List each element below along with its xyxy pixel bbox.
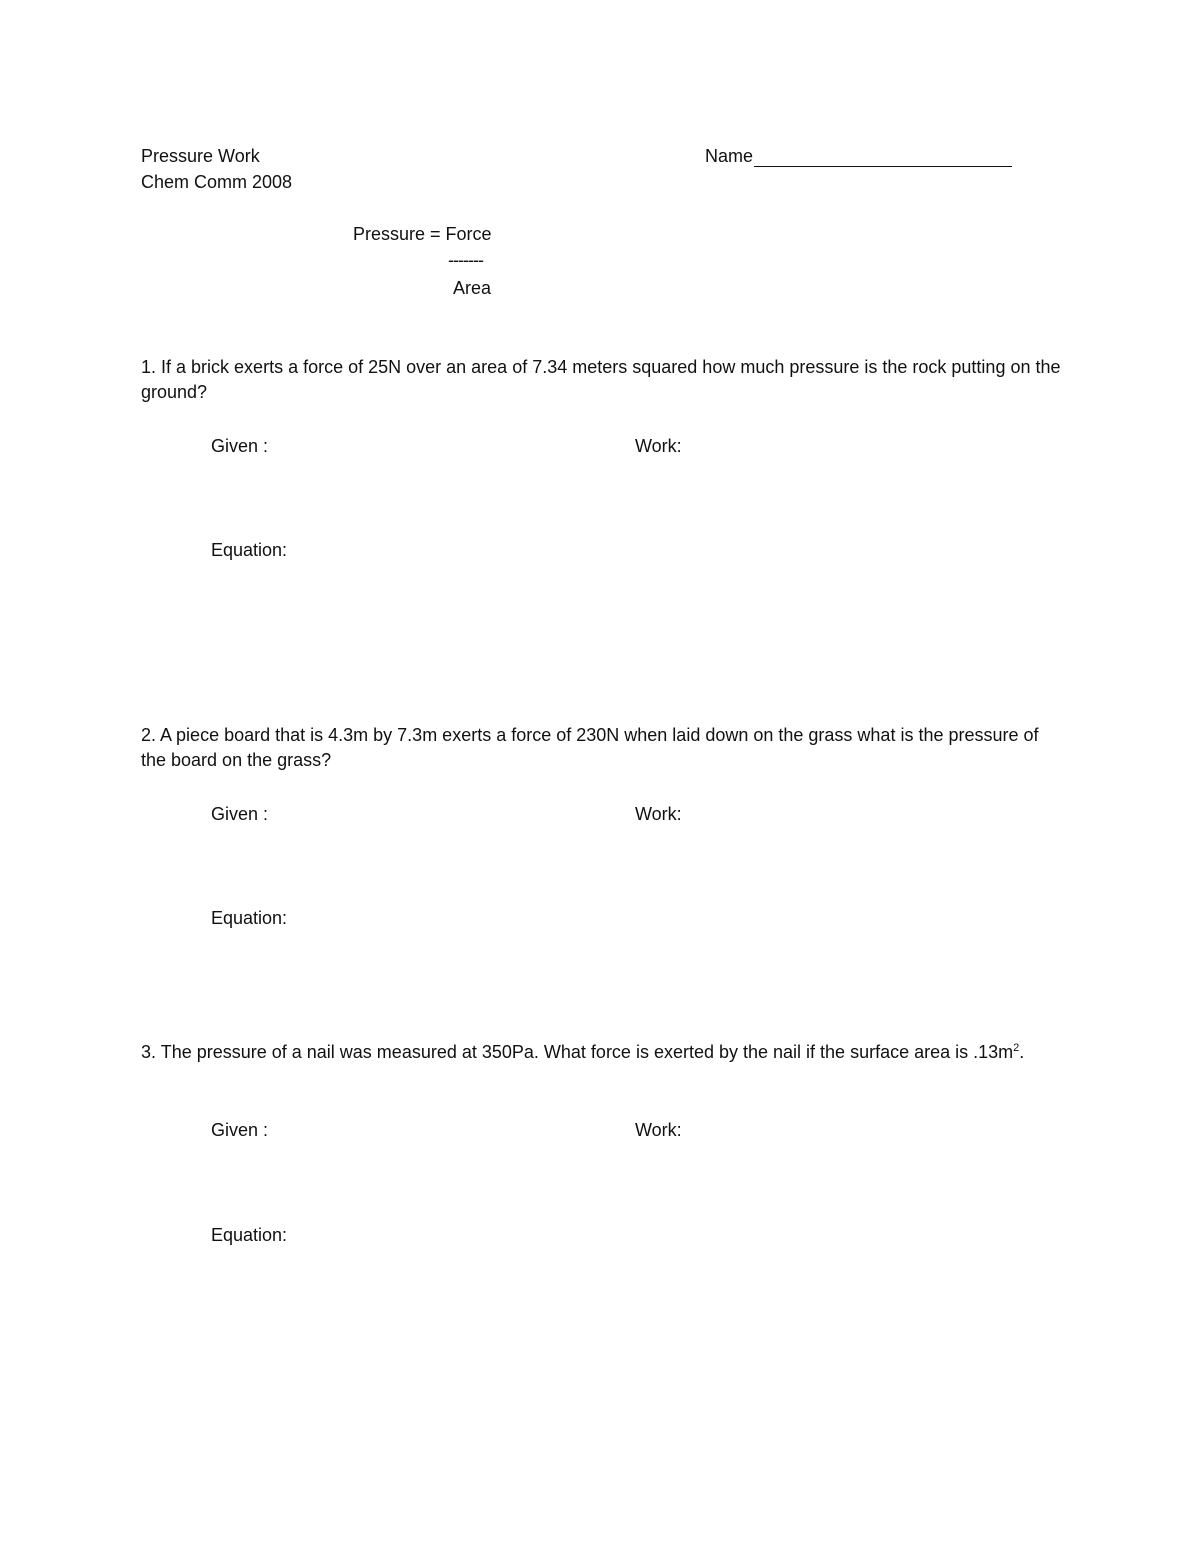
worksheet-subtitle: Chem Comm 2008 (141, 172, 293, 192)
formula-divider: ------- (448, 250, 483, 270)
question-3 (141, 1040, 1061, 1065)
question-number: 2. (141, 725, 157, 745)
work-label: Work: (635, 804, 682, 824)
work-label: Work: (635, 1120, 682, 1140)
superscript-exponent: 2 (1013, 1042, 1020, 1054)
question-number: 1. (141, 357, 157, 377)
formula-numerator: Pressure = Force (353, 224, 492, 244)
question-text: If a brick exerts a force of 25N over an area of 7.34 meters squared how much pressure is the rock putting on the ground? (141, 357, 1061, 402)
question-text-end: . (1019, 1042, 1025, 1062)
worksheet-title: Pressure Work (141, 146, 260, 166)
name-field[interactable] (705, 145, 1012, 167)
question-2 (141, 723, 1061, 773)
name-label: Name (705, 146, 754, 166)
formula-denominator: Area (453, 278, 492, 298)
question-text: A piece board that is 4.3m by 7.3m exerts a force of 230N when laid down on the grass what is the pressure of the board on the grass? (141, 725, 1039, 770)
question-number: 3. (141, 1042, 157, 1062)
work-label: Work: (635, 436, 682, 456)
given-label: Given : (211, 804, 269, 824)
question-1 (141, 355, 1061, 405)
given-label: Given : (211, 1120, 269, 1140)
name-blank-line[interactable] (754, 148, 1012, 167)
equation-label: Equation: (211, 1225, 288, 1245)
equation-label: Equation: (211, 540, 288, 560)
given-label: Given : (211, 436, 269, 456)
question-text: The pressure of a nail was measured at 350Pa. What force is exerted by the nail if the surface area is .13m (160, 1042, 1014, 1062)
equation-label: Equation: (211, 908, 288, 928)
